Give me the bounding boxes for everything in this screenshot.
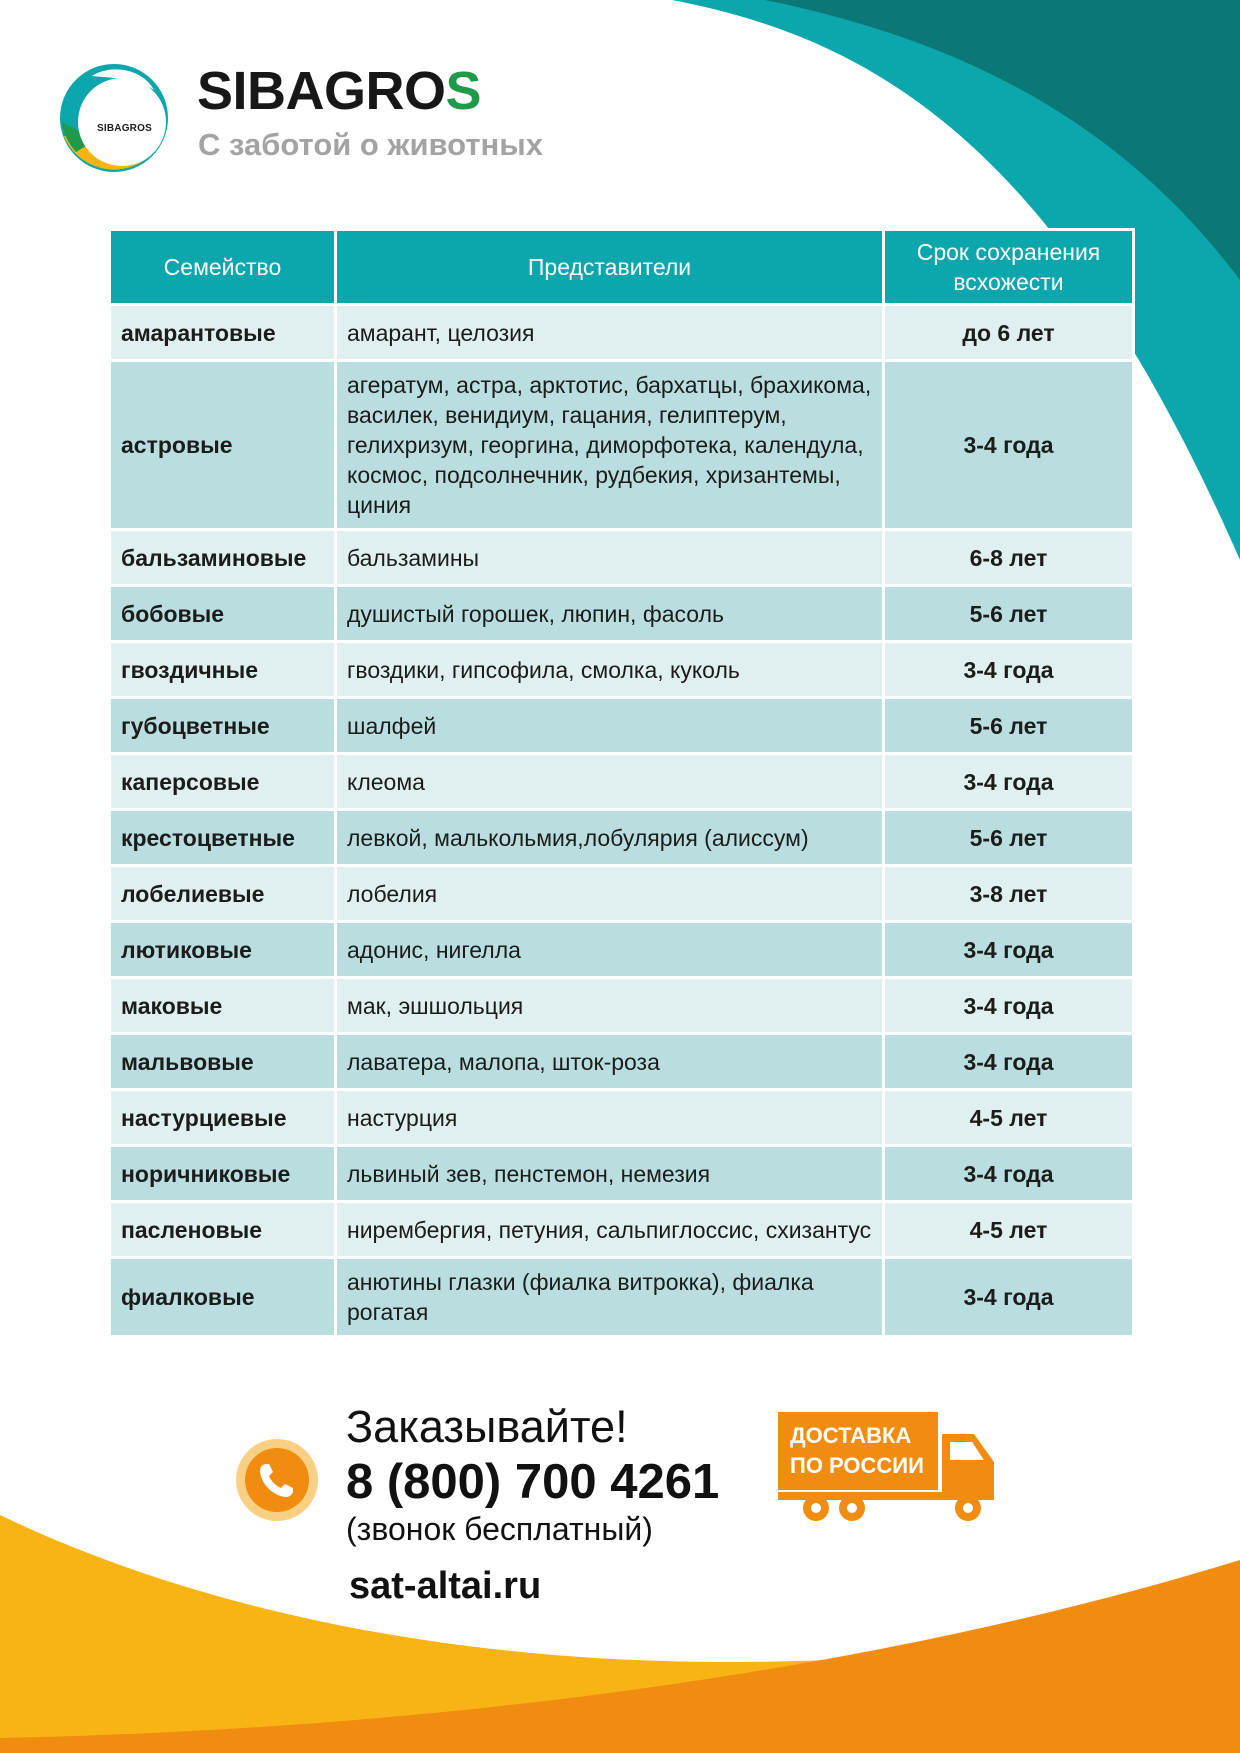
family-cell: амарантовые (110, 305, 336, 361)
family-cell: каперсовые (110, 754, 336, 810)
family-cell: фиалковые (110, 1258, 336, 1337)
members-cell: амарант, целозия (336, 305, 884, 361)
members-cell: агератум, астра, арктотис, бархатцы, брахикома, василек, венидиум, гацания, гелиптерум, гелихризум, георгина, диморфотека, календула, космос, подсолнечник, рудбекия, хризантемы, циния (336, 361, 884, 530)
table-row (110, 810, 1134, 866)
members-cell: нирембергия, петуния, сальпиглоссис, схизантус (336, 1202, 884, 1258)
term-cell: 3-4 года (884, 1258, 1134, 1337)
table-row (110, 1258, 1134, 1337)
table-row (110, 922, 1134, 978)
header-term: Срок сохранения всхожести (884, 230, 1134, 305)
members-cell: бальзамины (336, 530, 884, 586)
members-cell: шалфей (336, 698, 884, 754)
call-to-action: Заказывайте! (346, 1401, 628, 1452)
term-cell: 3-4 года (884, 922, 1134, 978)
table-row (110, 1090, 1134, 1146)
delivery-label-line2: ПО РОССИИ (790, 1453, 924, 1478)
brand-tagline: С заботой о животных (198, 127, 543, 162)
family-cell: бобовые (110, 586, 336, 642)
phone-note: (звонок бесплатный) (346, 1511, 653, 1547)
term-cell: 6-8 лет (884, 530, 1134, 586)
family-cell: настурциевые (110, 1090, 336, 1146)
term-cell: 3-4 года (884, 1146, 1134, 1202)
family-cell: лобелиевые (110, 866, 336, 922)
term-cell: 5-6 лет (884, 810, 1134, 866)
term-cell: 5-6 лет (884, 698, 1134, 754)
phone-number[interactable]: 8 (800) 700 4261 (346, 1455, 720, 1509)
table-row (110, 866, 1134, 922)
family-cell: мальвовые (110, 1034, 336, 1090)
table-row (110, 978, 1134, 1034)
brand-name (197, 61, 482, 121)
table-row (110, 698, 1134, 754)
members-cell: лаватера, малопа, шток-роза (336, 1034, 884, 1090)
family-cell: астровые (110, 361, 336, 530)
members-cell: адонис, нигелла (336, 922, 884, 978)
term-cell: 4-5 лет (884, 1202, 1134, 1258)
members-cell: анютины глазки (фиалка витрокка), фиалка рогатая (336, 1258, 884, 1337)
term-cell: до 6 лет (884, 305, 1134, 361)
term-cell: 3-4 года (884, 361, 1134, 530)
brand-logo-icon (56, 60, 172, 176)
logo-caption: SIBAGROS (97, 123, 152, 134)
members-cell: мак, эшшольция (336, 978, 884, 1034)
table-row (110, 1034, 1134, 1090)
members-cell: львиный зев, пенстемон, немезия (336, 1146, 884, 1202)
header-family: Семейство (110, 230, 336, 305)
members-cell: левкой, малькольмия,лобулярия (алиссум) (336, 810, 884, 866)
term-cell: 3-4 года (884, 642, 1134, 698)
family-cell: губоцветные (110, 698, 336, 754)
table-row (110, 642, 1134, 698)
seed-viability-table (108, 228, 1135, 1338)
brand-name-accent: S (445, 61, 482, 121)
delivery-label-line1: ДОСТАВКА (790, 1423, 912, 1448)
table-row (110, 305, 1134, 361)
family-cell: бальзаминовые (110, 530, 336, 586)
table-row (110, 586, 1134, 642)
family-cell: маковые (110, 978, 336, 1034)
family-cell: пасленовые (110, 1202, 336, 1258)
family-cell: норичниковые (110, 1146, 336, 1202)
family-cell: лютиковые (110, 922, 336, 978)
table-row (110, 1146, 1134, 1202)
members-cell: душистый горошек, люпин, фасоль (336, 586, 884, 642)
table-row (110, 754, 1134, 810)
table-header-row (110, 230, 1134, 305)
family-cell: гвоздичные (110, 642, 336, 698)
term-cell: 3-8 лет (884, 866, 1134, 922)
website-link[interactable]: sat-altai.ru (349, 1565, 542, 1607)
members-cell: клеома (336, 754, 884, 810)
term-cell: 3-4 года (884, 754, 1134, 810)
phone-icon[interactable] (235, 1438, 319, 1522)
table-row (110, 1202, 1134, 1258)
header-members: Представители (336, 230, 884, 305)
term-cell: 5-6 лет (884, 586, 1134, 642)
table-row (110, 530, 1134, 586)
members-cell: гвоздики, гипсофила, смолка, куколь (336, 642, 884, 698)
table-row (110, 361, 1134, 530)
term-cell: 4-5 лет (884, 1090, 1134, 1146)
term-cell: 3-4 года (884, 978, 1134, 1034)
members-cell: лобелия (336, 866, 884, 922)
members-cell: настурция (336, 1090, 884, 1146)
term-cell: 3-4 года (884, 1034, 1134, 1090)
family-cell: крестоцветные (110, 810, 336, 866)
brand-name-main: SIBAGRO (197, 61, 446, 121)
